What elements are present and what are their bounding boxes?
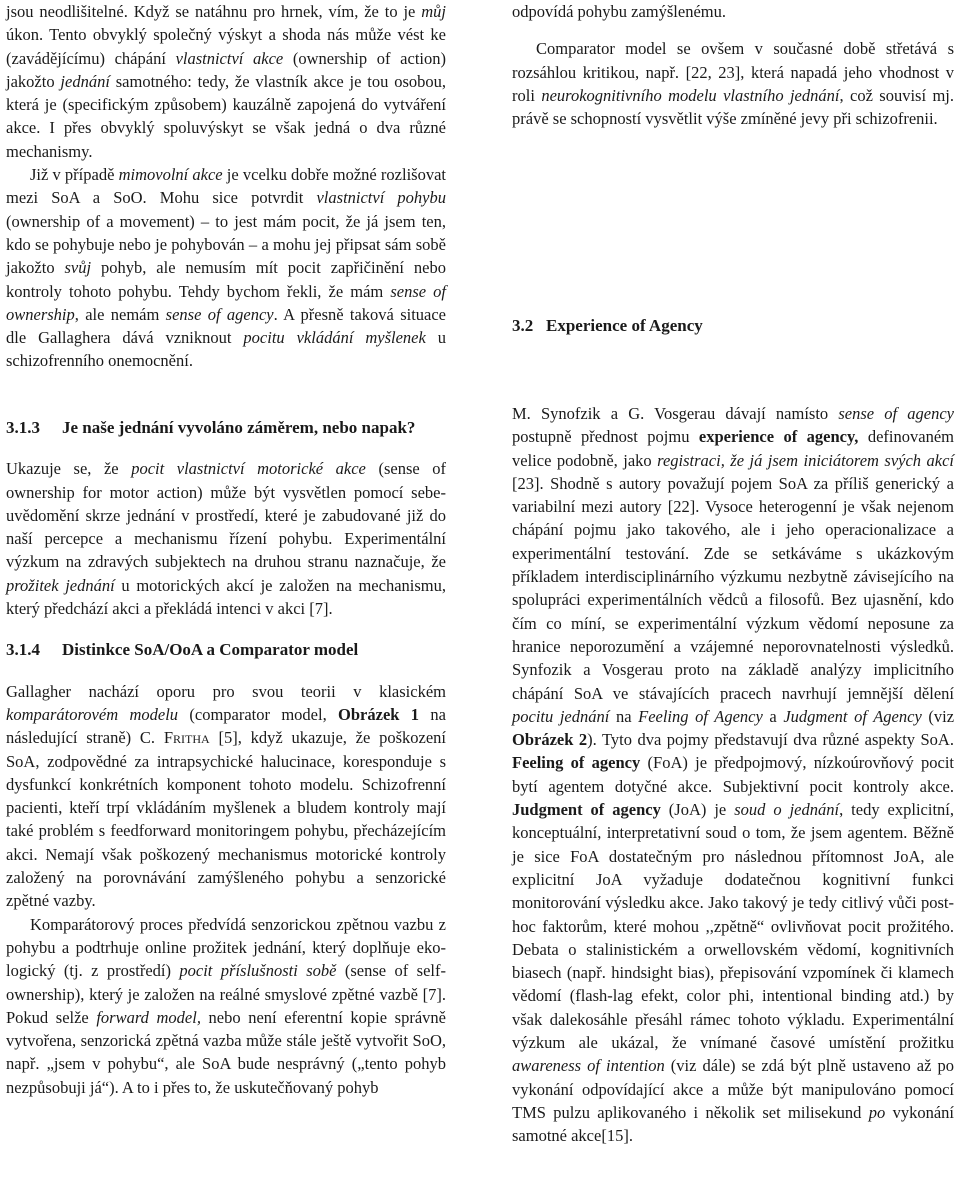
paragraph-involuntary-action: Již v případě mimovolní akce je vcelku dobře možné rozlišovat mezi SoA a SoO. Mohu sice potvrdit vlastnictví pohybu (ownership of a movement) – to jest mám pocit, že já jsem ten, kdo se pohybuje nebo je pohybován – a mohu jej připsat sám sobě jakožto svůj pohyb, ale nemusím mít pocit zapřičinění nebo kontroly tohoto pohybu. Tehdy bychom řekli, že mám sense of ownership, ale nemám sense of agency. A přesně taková situace dle Gallaghera dává vzniknout pocitu vkládání myšlenek u schizofrenního onemocnění.: [6, 165, 447, 371]
section-number: 3.1.4: [6, 640, 40, 660]
paragraph-continuation: odpovídá pohybu zamýšlenému.: [512, 2, 727, 21]
paragraph-comparator-process: Komparátorový proces předvídá senzorickou zpětnou vazbu z pohybu a podtrhuje online prožitek jednání, který doplňuje eko-logický (tj. z prostředí) pocit příslušnosti sobě (sense of self-ownership), který je založen na reálné smyslové zpětné vazbě [7]. Pokud selže forward model, nebo není eferentní kopie správně vytvořena, senzorická zpětná vazba může stále ještě vytvořit SoO, např. „jsem v pohybu“, ale SoA bude nesprávný („tento pohyb nezpůsobuji já“). A to i přes to, že uskutečňovaný pohyb: [6, 914, 446, 1097]
paragraph-comparator-model: Gallagher nachází oporu pro svou teorii v klasickém komparátorovém modelu (comparator model, Obrázek 1 na následující straně) C. Fritha [5], když ukazuje, že poškození SoA, zodpovědné za intrapsychické halucinace, koresponduje s dysfunkcí konkrétních komponent tohoto modelu. Schizofrenní pacienti, kteří trpí vkládáním myšlenek a bludem kontroly mají také problém s feedforward monitoringem pohybu, přecházejícím akci. Nemají však poškozený mechanismus motorické kontroly založený na porovnávání zamýšleného pohybu a senzorické zpětné vazby.: [6, 681, 446, 911]
section-heading-3-2: 3.2 Experience of Agency: [512, 316, 703, 335]
section-number: 3.1.3: [6, 418, 40, 437]
section-title: Distinkce SoA/OoA a Comparator model: [62, 640, 359, 660]
paragraph-experience-of-agency: M. Synofzik a G. Vosgerau dávají namísto sense of agency postupně přednost pojmu experience of agency, definovaném velice podobně, jako registraci, že já jsem iniciátorem svých akcí [23]. Shodně s autory považují pojem SoA za příliš generický a variabilní mezi autory [22]. Vysoce heterogenní je však nejenom chápání pojmu jako takového, ale i jeho operacionalizace a experimentální testování. Zde se setkáváme s ukázkovým příkladem interdisciplinárního výzkumu nezbytně závisejícího na spolupráci experimentálních vědců a filosofů. Bez ujasnění, kdo čím co míní, se experimentální výzkum vědomí neposune za hranice neporozumění a vzájemné neporovnatelnosti výsledků. Synfozik a Vosgerau proto na základě analýzy implicitního chápání SoA ve stávajících pracech navrhují jemnější dělení pocitu jednání na Feeling of Agency a Judgment of Agency (viz Obrázek 2). Tyto dva pojmy představují dva různé aspekty SoA. Feeling of agency (FoA) je předpojmový, nízkoúrovňový pocit bytí agentem dotyčné akce. Subjektivní pocit kontroly akce. Judgment of agency (JoA) je soud o jednání, tedy explicitní, konceptuální, interpretativní soud o tom, že jsem agentem. Běžně je sice FoA dostatečným pro následnou přítomnost JoA, ale explicitní JoA vyžaduje dodatečnou kognitivní funkci monitorování výsledku akce. Jako takový je tedy citlivý vůči post-hoc faktorům, které mohou ,,zpětně“ ovlivňovat pocit prožitého. Debata o stalinistickém a orwellovském vědomí, kognitivních biasech (např. hindsight bias), přepisování vzpomínek či klamech vědomí (flash-lag efekt, color phi, intentional binding atd.) by však dalekosáhle přesáhl rámec tohoto výkladu. Experimentální výzkum ale ukázal, že vnímané časové umístění prožitku awareness of intention (viz dále) se zdá být plně ustaveno až po vykonání odpovídající akce a může být manipulováno pomocí TMS pulzu aplikovaného i několik set milisekund po vykonání samotné akce[15].: [512, 404, 955, 1146]
right-column-top: [512, 0, 954, 130]
paragraph-motor-action: Ukazuje se, že pocit vlastnictví motorické akce (sense of ownership for motor action) může být vysvětlen pomocí sebe-uvědomění skrze jednání v prostředí, které je zabudované již do naší percepce a mechanismu řízení pohybu. Experimentální výzkum na zdravých subjektech na druhou stranu naznačuje, že prožitek jednání u motorických akcí je založen na mechanismu, který předchází akci a překládá intenci v akci [7].: [6, 459, 446, 619]
right-column-bottom: [512, 402, 954, 1148]
paragraph-ownership-of-action: jsou neodlišitelné. Když se natáhnu pro hrnek, vím, že to je můj úkon. Tento obvyklý společný výskyt a shoda nás může vést ke (zavádějícímu) chápání vlastnictví akce (ownership of action) jakožto jednání samotného: tedy, že vlastník akce je tou osobou, která je (specifickým způsobem) kauzálně zapojená do vytváření akce. I přes obvyklý spoluvýskyt se však jedná o dva různé mechanismy.: [6, 2, 446, 161]
left-column-top: [6, 0, 446, 373]
left-column-bottom: [6, 416, 446, 1099]
paragraph-comparator-critique: Comparator model se ovšem v současné době střetává s rozsáhlou kritikou, např. [22, 23], která napadá jeho vhodnost v roli neurokognitivního modelu vlastního jednání, což souvisí mj. právě se schopností vysvětlit výše zmíněné jevy při schizofrenii.: [512, 39, 955, 129]
section-heading-3-1-4: [6, 638, 446, 661]
section-heading-3-1-3: [6, 416, 446, 439]
section-title: Je naše jednání vyvoláno záměrem, nebo napak?: [62, 418, 416, 437]
